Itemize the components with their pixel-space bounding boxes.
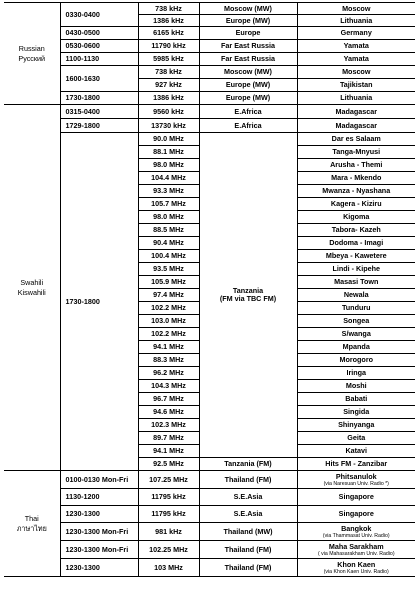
target-label: Tanzania bbox=[232, 286, 264, 295]
time-cell: 1230-1300 bbox=[60, 506, 138, 523]
time-cell: 0100-0130 Mon-Fri bbox=[60, 471, 138, 489]
frequency-cell: 94.6 MHz bbox=[138, 406, 199, 419]
frequency-cell: 1386 kHz bbox=[138, 15, 199, 27]
frequency-cell: 100.4 MHz bbox=[138, 250, 199, 263]
frequency-cell: 9560 kHz bbox=[138, 105, 199, 119]
target-cell: E.Africa bbox=[199, 119, 297, 133]
location-cell: Lithuania bbox=[297, 15, 415, 27]
target-cell-tanzania bbox=[199, 133, 297, 458]
location-cell: Hits FM - Zanzibar bbox=[297, 458, 415, 471]
target-cell: Europe bbox=[199, 27, 297, 40]
frequency-cell: 89.7 MHz bbox=[138, 432, 199, 445]
table-row bbox=[4, 133, 415, 146]
location-cell: Newala bbox=[297, 289, 415, 302]
target-cell: Thailand (MW) bbox=[199, 523, 297, 541]
frequency-cell: 88.1 MHz bbox=[138, 146, 199, 159]
location-cell: Singapore bbox=[297, 506, 415, 523]
table-row bbox=[4, 3, 415, 15]
frequency-cell: 11795 kHz bbox=[138, 506, 199, 523]
frequency-cell: 981 kHz bbox=[138, 523, 199, 541]
language-native-name: ภาษาไทย bbox=[16, 523, 47, 533]
location-cell: Babati bbox=[297, 393, 415, 406]
location-cell: Katavi bbox=[297, 445, 415, 458]
target-cell: Tanzania (FM) bbox=[199, 458, 297, 471]
frequency-cell: 105.7 MHz bbox=[138, 198, 199, 211]
location-cell: Moscow bbox=[297, 66, 415, 79]
table-row bbox=[4, 559, 415, 577]
location-cell: Dodoma - Imagi bbox=[297, 237, 415, 250]
location-name: Khon Kaen bbox=[337, 559, 376, 569]
table-row bbox=[4, 105, 415, 119]
table-row bbox=[4, 506, 415, 523]
frequency-cell: 102.2 MHz bbox=[138, 302, 199, 315]
location-cell: Geita bbox=[297, 432, 415, 445]
location-cell bbox=[297, 559, 415, 577]
language-name: Swahili bbox=[20, 277, 44, 287]
target-cell: Europe (MW) bbox=[199, 15, 297, 27]
language-name: Thai bbox=[24, 513, 39, 523]
time-cell: 1230-1300 bbox=[60, 559, 138, 577]
language-name: Russian bbox=[18, 43, 45, 53]
frequency-cell: 93.5 MHz bbox=[138, 263, 199, 276]
location-cell: Singapore bbox=[297, 489, 415, 506]
frequency-cell: 90.4 MHz bbox=[138, 237, 199, 250]
table-row bbox=[4, 92, 415, 105]
location-cell: Arusha - Themi bbox=[297, 159, 415, 172]
frequency-cell: 94.1 MHz bbox=[138, 341, 199, 354]
time-cell: 1130-1200 bbox=[60, 489, 138, 506]
location-note: (via Khon Kaen Univ. Radio) bbox=[323, 568, 389, 575]
time-cell: 1730-1800 bbox=[60, 133, 138, 471]
target-cell: Thailand (FM) bbox=[199, 471, 297, 489]
table-row bbox=[4, 27, 415, 40]
location-cell: Madagascar bbox=[297, 119, 415, 133]
location-cell bbox=[297, 523, 415, 541]
frequency-cell: 98.0 MHz bbox=[138, 159, 199, 172]
location-cell bbox=[297, 541, 415, 559]
location-name: Bangkok bbox=[341, 523, 372, 533]
target-cell: Moscow (MW) bbox=[199, 3, 297, 15]
table-row bbox=[4, 53, 415, 66]
frequency-cell: 103 MHz bbox=[138, 559, 199, 577]
location-note: ( via Mahasarakham Univ. Radio) bbox=[317, 550, 395, 557]
frequency-cell: 107.25 MHz bbox=[138, 471, 199, 489]
frequency-cell: 738 kHz bbox=[138, 66, 199, 79]
location-cell: Morogoro bbox=[297, 354, 415, 367]
frequency-cell: 105.9 MHz bbox=[138, 276, 199, 289]
location-cell: Yamata bbox=[297, 53, 415, 66]
location-cell: Kagera - Kiziru bbox=[297, 198, 415, 211]
location-cell: Kigoma bbox=[297, 211, 415, 224]
location-cell: Tabora- Kazeh bbox=[297, 224, 415, 237]
target-cell: Thailand (FM) bbox=[199, 541, 297, 559]
frequency-cell: 92.5 MHz bbox=[138, 458, 199, 471]
location-cell: Dar es Salaam bbox=[297, 133, 415, 146]
location-cell: Singida bbox=[297, 406, 415, 419]
frequency-cell: 13730 kHz bbox=[138, 119, 199, 133]
table-row bbox=[4, 471, 415, 489]
location-cell: Yamata bbox=[297, 40, 415, 53]
location-cell: Germany bbox=[297, 27, 415, 40]
target-cell: S.E.Asia bbox=[199, 506, 297, 523]
location-cell: Tanga-Mnyusi bbox=[297, 146, 415, 159]
location-cell: Mwanza - Nyashana bbox=[297, 185, 415, 198]
frequency-cell: 11790 kHz bbox=[138, 40, 199, 53]
target-cell: Europe (MW) bbox=[199, 79, 297, 92]
table-row bbox=[4, 523, 415, 541]
table-row bbox=[4, 119, 415, 133]
frequency-cell: 6165 kHz bbox=[138, 27, 199, 40]
frequency-cell: 102.2 MHz bbox=[138, 328, 199, 341]
location-cell: Moshi bbox=[297, 380, 415, 393]
time-cell: 1730-1800 bbox=[60, 92, 138, 105]
language-cell-russian bbox=[4, 3, 60, 105]
frequency-cell: 96.7 MHz bbox=[138, 393, 199, 406]
frequency-cell: 97.4 MHz bbox=[138, 289, 199, 302]
target-cell: S.E.Asia bbox=[199, 489, 297, 506]
frequency-cell: 738 kHz bbox=[138, 3, 199, 15]
frequency-cell: 927 kHz bbox=[138, 79, 199, 92]
location-cell: Masasi Town bbox=[297, 276, 415, 289]
location-cell: Tunduru bbox=[297, 302, 415, 315]
time-cell: 1600-1630 bbox=[60, 66, 138, 92]
target-cell: E.Africa bbox=[199, 105, 297, 119]
frequency-cell: 102.3 MHz bbox=[138, 419, 199, 432]
target-cell: Far East Russia bbox=[199, 53, 297, 66]
time-cell: 1230-1300 Mon-Fri bbox=[60, 541, 138, 559]
location-note: (via Thammasat Univ. Radio) bbox=[322, 532, 390, 539]
table-row bbox=[4, 489, 415, 506]
language-native-name: Русский bbox=[18, 53, 46, 63]
frequency-cell: 102.25 MHz bbox=[138, 541, 199, 559]
target-cell: Moscow (MW) bbox=[199, 66, 297, 79]
target-cell: Europe (MW) bbox=[199, 92, 297, 105]
location-cell: Lindi - Kipehe bbox=[297, 263, 415, 276]
location-cell: Lithuania bbox=[297, 92, 415, 105]
frequency-cell: 93.3 MHz bbox=[138, 185, 199, 198]
table-row bbox=[4, 40, 415, 53]
frequency-cell: 88.5 MHz bbox=[138, 224, 199, 237]
location-cell bbox=[297, 471, 415, 489]
frequency-cell: 5985 kHz bbox=[138, 53, 199, 66]
frequency-cell: 88.3 MHz bbox=[138, 354, 199, 367]
location-cell: Mpanda bbox=[297, 341, 415, 354]
location-cell: Songea bbox=[297, 315, 415, 328]
location-cell: Iringa bbox=[297, 367, 415, 380]
location-name: Phitsanulok bbox=[335, 471, 377, 481]
frequency-cell: 104.4 MHz bbox=[138, 172, 199, 185]
language-native-name: Kiswahili bbox=[17, 287, 46, 297]
time-cell: 1100-1130 bbox=[60, 53, 138, 66]
location-cell: Mbeya - Kawetere bbox=[297, 250, 415, 263]
time-cell: 1230-1300 Mon-Fri bbox=[60, 523, 138, 541]
location-cell: Tajikistan bbox=[297, 79, 415, 92]
frequency-cell: 90.0 MHz bbox=[138, 133, 199, 146]
target-cell: Far East Russia bbox=[199, 40, 297, 53]
frequency-cell: 103.0 MHz bbox=[138, 315, 199, 328]
location-note: (via Naresuan Univ. Radio *) bbox=[323, 480, 389, 487]
table-row bbox=[4, 66, 415, 79]
time-cell: 1729-1800 bbox=[60, 119, 138, 133]
location-cell: Moscow bbox=[297, 3, 415, 15]
location-cell: Shinyanga bbox=[297, 419, 415, 432]
time-cell: 0315-0400 bbox=[60, 105, 138, 119]
frequency-cell: 98.0 MHz bbox=[138, 211, 199, 224]
location-name: Maha Sarakham bbox=[328, 541, 384, 551]
table-row bbox=[4, 541, 415, 559]
time-cell: 0330-0400 bbox=[60, 3, 138, 27]
frequency-cell: 104.3 MHz bbox=[138, 380, 199, 393]
location-cell: Madagascar bbox=[297, 105, 415, 119]
target-sublabel: (FM via TBC FM) bbox=[219, 294, 277, 303]
location-cell: S/wanga bbox=[297, 328, 415, 341]
frequency-cell: 11795 kHz bbox=[138, 489, 199, 506]
time-cell: 0530-0600 bbox=[60, 40, 138, 53]
time-cell: 0430-0500 bbox=[60, 27, 138, 40]
schedule-table-container bbox=[4, 2, 415, 577]
target-cell: Thailand (FM) bbox=[199, 559, 297, 577]
frequency-cell: 96.2 MHz bbox=[138, 367, 199, 380]
frequency-cell: 94.1 MHz bbox=[138, 445, 199, 458]
location-cell: Mara - Mkendo bbox=[297, 172, 415, 185]
frequency-cell: 1386 kHz bbox=[138, 92, 199, 105]
language-cell-swahili bbox=[4, 105, 60, 471]
language-cell-thai bbox=[4, 471, 60, 577]
broadcast-schedule-table bbox=[4, 2, 415, 577]
